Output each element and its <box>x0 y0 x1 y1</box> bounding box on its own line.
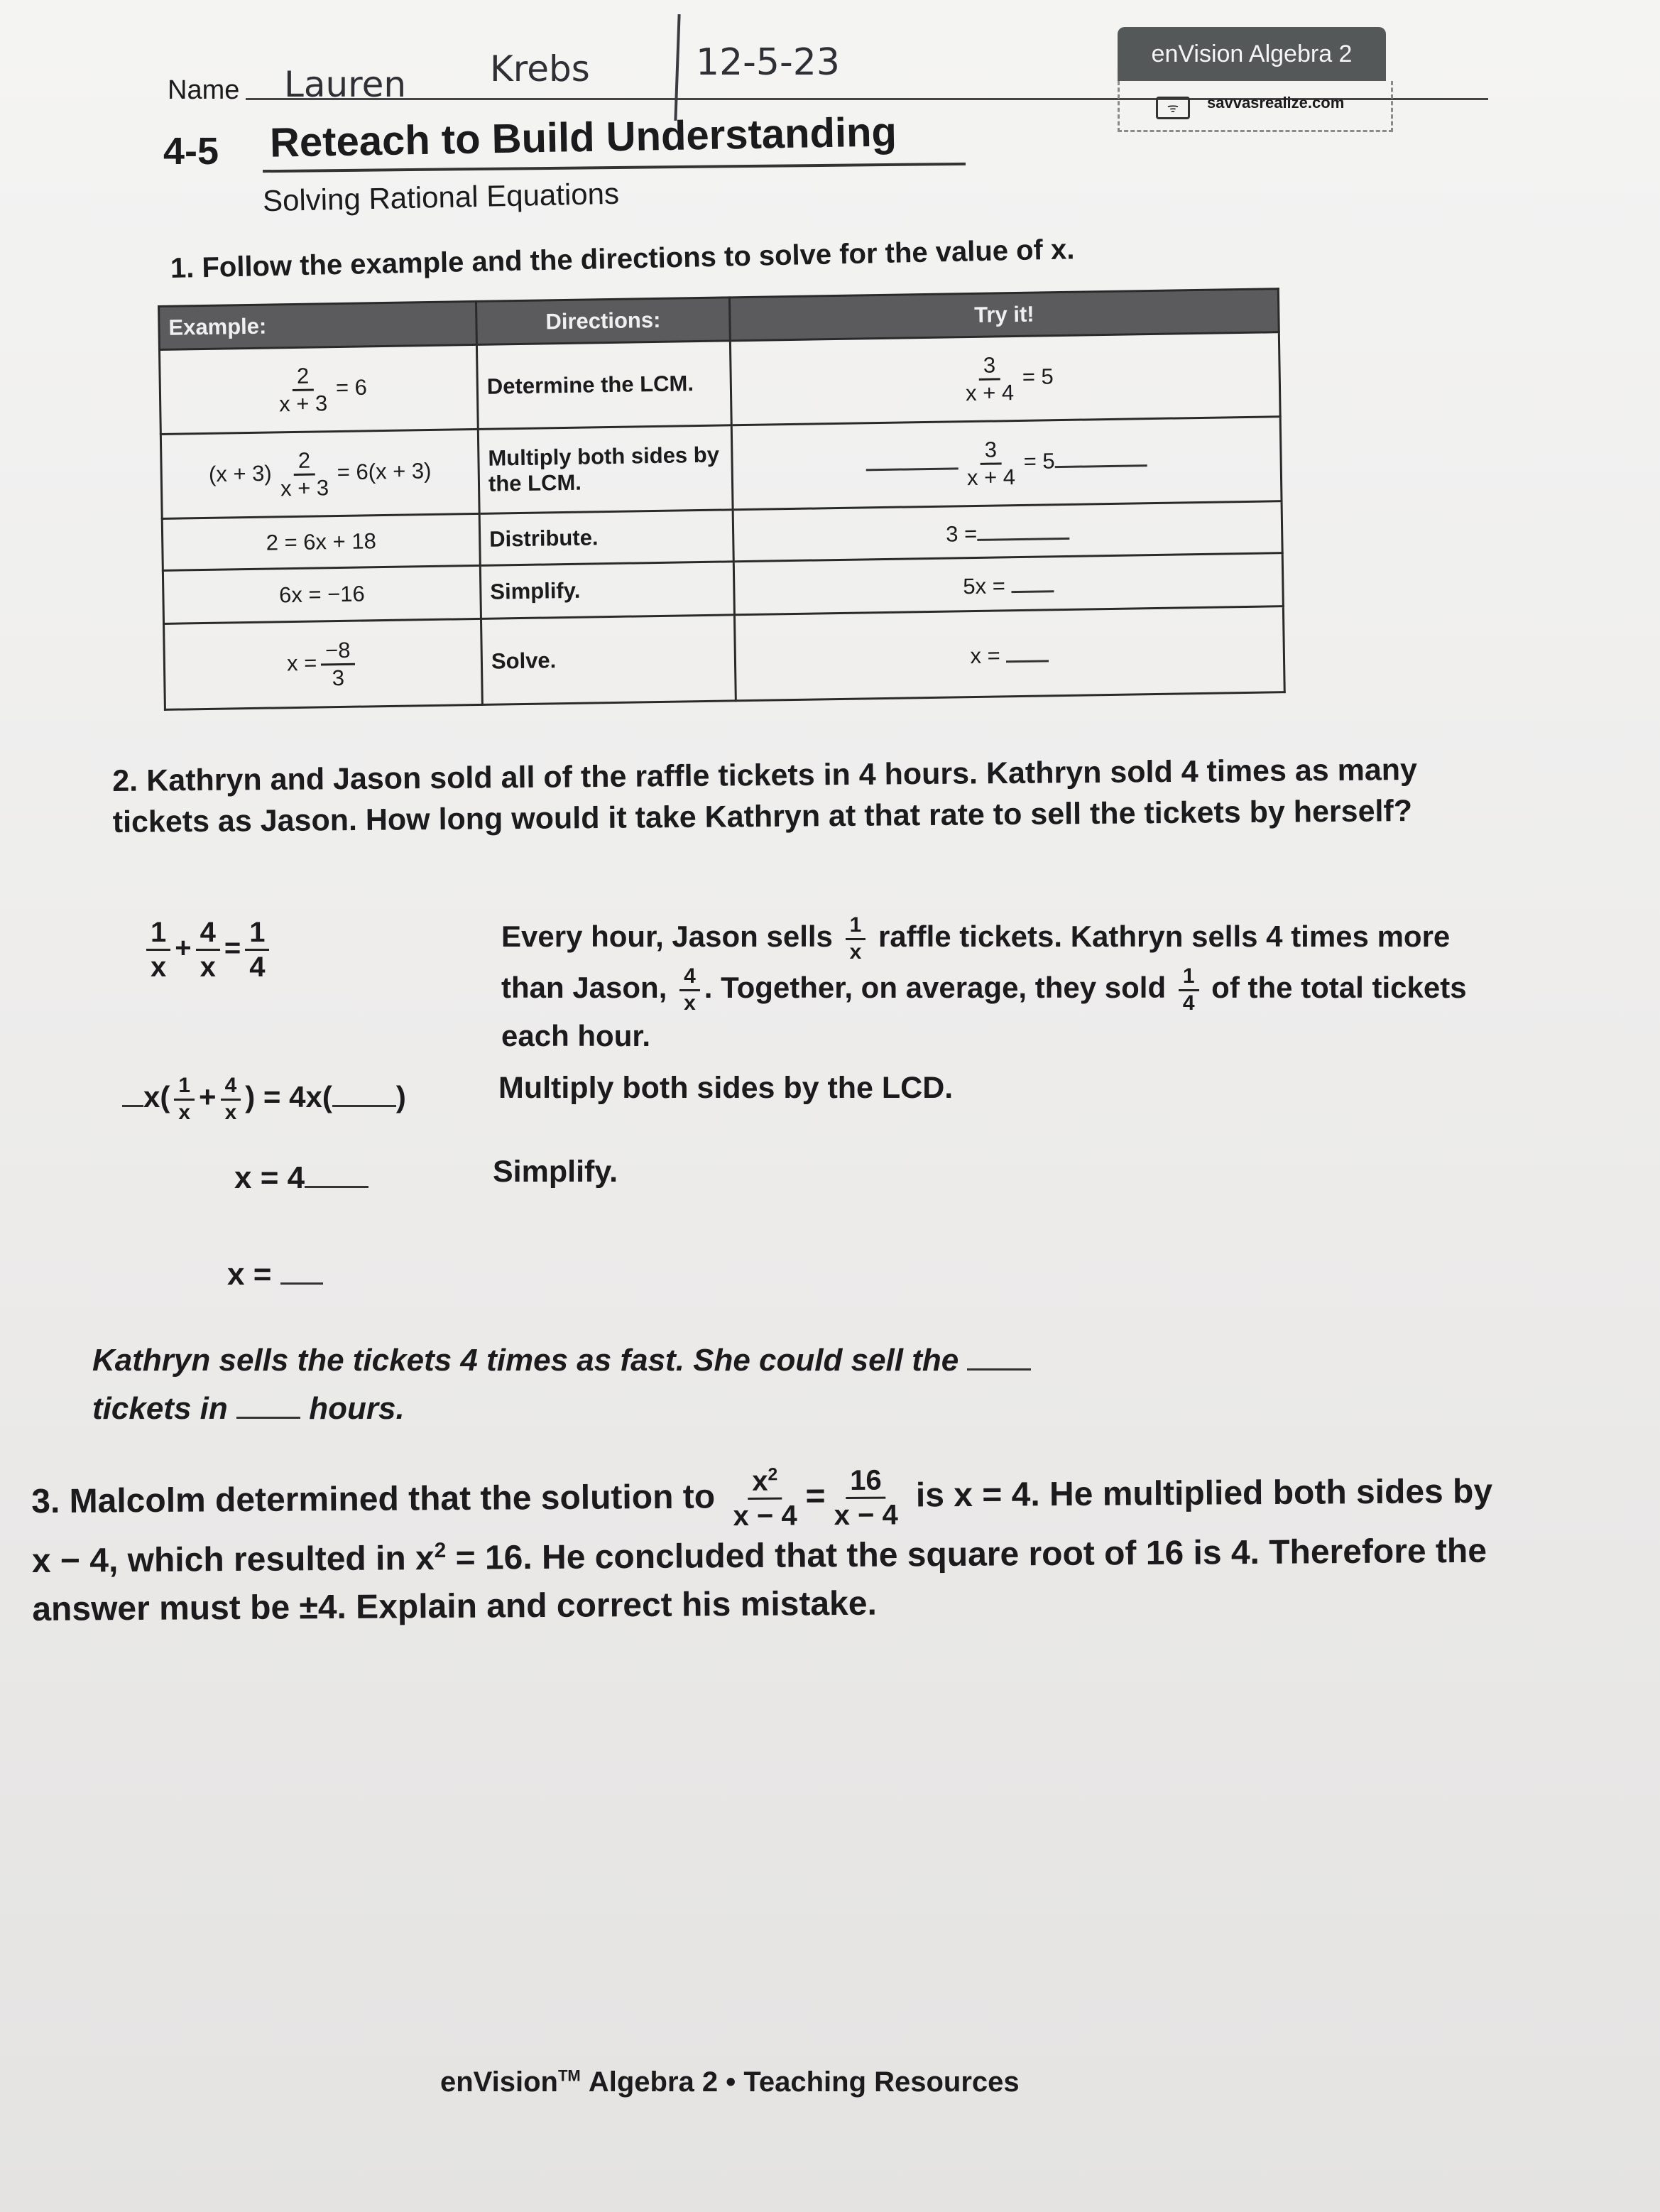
header-try-it: Try it! <box>729 289 1279 341</box>
direction-cell: Multiply both sides by the LCM. <box>478 425 733 514</box>
lesson-subtitle: Solving Rational Equations <box>262 176 620 218</box>
handwritten-divider <box>674 14 680 121</box>
fraction <box>961 352 1018 406</box>
header-example: Example: <box>159 301 477 349</box>
example-cell <box>160 429 479 518</box>
handwritten-first-name: Lauren <box>284 64 407 105</box>
numerator: 1 <box>174 1074 195 1101</box>
header-directions: Directions: <box>476 298 730 345</box>
try-lhs: 3 = <box>945 521 978 547</box>
explain-text: of the total tickets each hour. <box>501 971 1467 1052</box>
step-text: x( <box>143 1080 170 1114</box>
numerator: 16 <box>846 1464 886 1499</box>
explain-text: Every hour, Jason sells <box>501 920 833 954</box>
rhs: = 5 <box>1022 364 1054 390</box>
denominator: x + 3 <box>280 474 329 501</box>
fraction <box>1179 964 1199 1015</box>
try-cell <box>734 606 1284 701</box>
fraction <box>146 916 170 984</box>
step-text: x = <box>227 1257 272 1292</box>
rhs: = 6 <box>335 374 368 401</box>
fraction <box>829 1464 902 1532</box>
fraction <box>962 437 1020 491</box>
try-cell <box>733 501 1282 562</box>
answer-blank[interactable] <box>1054 443 1147 468</box>
denominator: x <box>151 952 167 983</box>
denominator: x <box>178 1100 191 1124</box>
step-text: ) <box>395 1080 406 1114</box>
denominator: x <box>849 939 862 964</box>
numerator: 3 <box>979 352 1000 380</box>
numerator-base: x <box>752 1465 768 1497</box>
brand-url: savvasrealize.com <box>1207 94 1345 111</box>
direction-cell: Distribute. <box>479 510 733 566</box>
numerator: 2 <box>294 447 315 475</box>
problem-1-prompt: 1. Follow the example and the directions to solve for the value of x. <box>170 234 1075 284</box>
exponent: 2 <box>434 1538 447 1563</box>
problem-number: 3. <box>31 1482 60 1521</box>
brand-banner: enVision Algebra 2 <box>1118 27 1386 81</box>
numerator: 2 <box>293 363 314 391</box>
fraction <box>321 638 356 691</box>
exponent: 2 <box>768 1465 778 1485</box>
answer-blank[interactable] <box>866 447 959 472</box>
answer-blank[interactable] <box>280 1261 323 1285</box>
conclusion-text: tickets in <box>92 1391 228 1427</box>
fraction <box>679 964 700 1015</box>
lesson-title: Reteach to Build Understanding <box>269 109 897 166</box>
direction-cell: Simplify. <box>480 562 734 619</box>
fraction <box>275 447 333 501</box>
explain-text: . Together, on average, they sold <box>704 971 1167 1005</box>
fraction <box>196 916 220 984</box>
try-lhs: 5x = <box>963 572 1006 599</box>
fraction <box>728 1464 802 1532</box>
numerator <box>748 1465 782 1500</box>
try-cell <box>731 417 1282 510</box>
problem-2-explanation <box>501 913 1495 1056</box>
rhs: = 6(x + 3) <box>337 458 432 485</box>
problem-text: = 16. He concluded that the square root of 16 is 4. Therefore the answer must be ±4. Explain and correct his mistake. <box>32 1532 1487 1629</box>
denominator: x <box>684 991 696 1015</box>
problem-3-prompt <box>31 1459 1509 1634</box>
name-label: Name <box>168 75 240 105</box>
rhs: = 5 <box>1023 448 1055 474</box>
denominator: x <box>224 1100 237 1124</box>
explain-text: raffle tickets. Kathryn sells 4 times more than Jason, <box>501 920 1451 1005</box>
denominator: x − 4 <box>834 1499 898 1532</box>
fraction <box>846 913 866 964</box>
try-cell <box>730 332 1280 425</box>
example-cell: 2 = 6x + 18 <box>162 513 480 570</box>
numerator: 1 <box>846 913 866 940</box>
numerator: 3 <box>980 437 1001 464</box>
step-simplify-label: Simplify. <box>493 1155 618 1189</box>
handwritten-date: 12-5-23 <box>696 41 840 84</box>
direction-cell: Solve. <box>481 615 736 705</box>
problem-2-conclusion <box>92 1336 1228 1433</box>
step-text: ) = 4x( <box>245 1080 332 1114</box>
answer-blank[interactable] <box>122 1084 143 1107</box>
handwritten-last-name: Krebs <box>490 48 590 89</box>
numerator: −8 <box>321 638 355 665</box>
plus: + <box>175 932 192 964</box>
problem-2-step-multiply <box>122 1074 406 1125</box>
fraction <box>274 363 332 417</box>
footer <box>440 2066 1020 2098</box>
numerator: 4 <box>221 1074 241 1101</box>
plus: + <box>199 1080 217 1114</box>
numerator: 4 <box>679 964 700 991</box>
table-row <box>164 606 1285 710</box>
answer-blank[interactable] <box>1011 569 1054 593</box>
wifi-icon: ᯤ <box>1156 97 1190 119</box>
example-cell <box>159 344 478 434</box>
numerator: 4 <box>196 916 220 951</box>
fraction <box>174 1074 195 1125</box>
problem-text: is x = 4. He multiplied both sides by x − 4, which resulted in x <box>31 1472 1493 1580</box>
denominator: 4 <box>249 952 266 983</box>
try-cell <box>733 553 1283 615</box>
denominator: x <box>200 952 216 983</box>
step-multiply-label: Multiply both sides by the LCD. <box>498 1071 954 1105</box>
answer-blank[interactable] <box>305 1165 368 1188</box>
fraction <box>245 916 269 984</box>
problem-text: Malcolm determined that the solution to <box>69 1478 716 1520</box>
example-cell: 6x = −16 <box>163 565 481 623</box>
answer-blank[interactable] <box>236 1395 300 1419</box>
numerator: 1 <box>1179 964 1199 991</box>
solve-prefix: x = <box>286 650 317 676</box>
denominator: 4 <box>1182 991 1195 1015</box>
footer-text: Algebra 2 • Teaching Resources <box>588 2066 1020 2098</box>
problem-2-prompt <box>112 749 1462 843</box>
problem-number: 2. <box>112 763 138 798</box>
conclusion-text: hours. <box>309 1391 405 1427</box>
example-cell <box>164 619 483 709</box>
answer-blank[interactable] <box>1006 638 1049 663</box>
denominator: 3 <box>332 665 345 690</box>
problem-2-equation <box>142 916 273 984</box>
answer-blank[interactable] <box>967 1347 1031 1371</box>
numerator: 1 <box>146 916 170 951</box>
steps-table-wrapper <box>158 288 1300 731</box>
trademark: TM <box>557 2066 581 2085</box>
denominator: x + 3 <box>278 390 328 416</box>
answer-blank[interactable] <box>332 1084 396 1107</box>
step-text: x = 4 <box>234 1160 305 1195</box>
equals: = <box>224 932 241 964</box>
denominator: x − 4 <box>733 1500 797 1532</box>
direction-cell: Determine the LCM. <box>476 341 731 430</box>
denominator: x + 4 <box>965 379 1015 405</box>
answer-blank[interactable] <box>977 516 1070 540</box>
lesson-number: 4-5 <box>163 130 219 173</box>
steps-table <box>158 288 1286 711</box>
problem-2-step-solve <box>227 1257 323 1292</box>
denominator: x + 4 <box>966 464 1016 490</box>
equals: = <box>805 1477 826 1515</box>
fraction <box>221 1074 241 1125</box>
problem-text: Kathryn and Jason sold all of the raffle tickets in 4 hours. Kathryn sold 4 times as many tickets as Jason. How long would it take Kathryn at that rate to sell the tickets by herself? <box>112 752 1418 839</box>
lcm-prefix: (x + 3) <box>208 460 272 487</box>
problem-2-step-simplify <box>234 1160 368 1196</box>
try-lhs: x = <box>970 642 1000 668</box>
conclusion-text: Kathryn sells the tickets 4 times as fast. She could sell the <box>92 1343 959 1378</box>
numerator: 1 <box>245 916 269 951</box>
footer-brand: enVision <box>440 2066 558 2098</box>
